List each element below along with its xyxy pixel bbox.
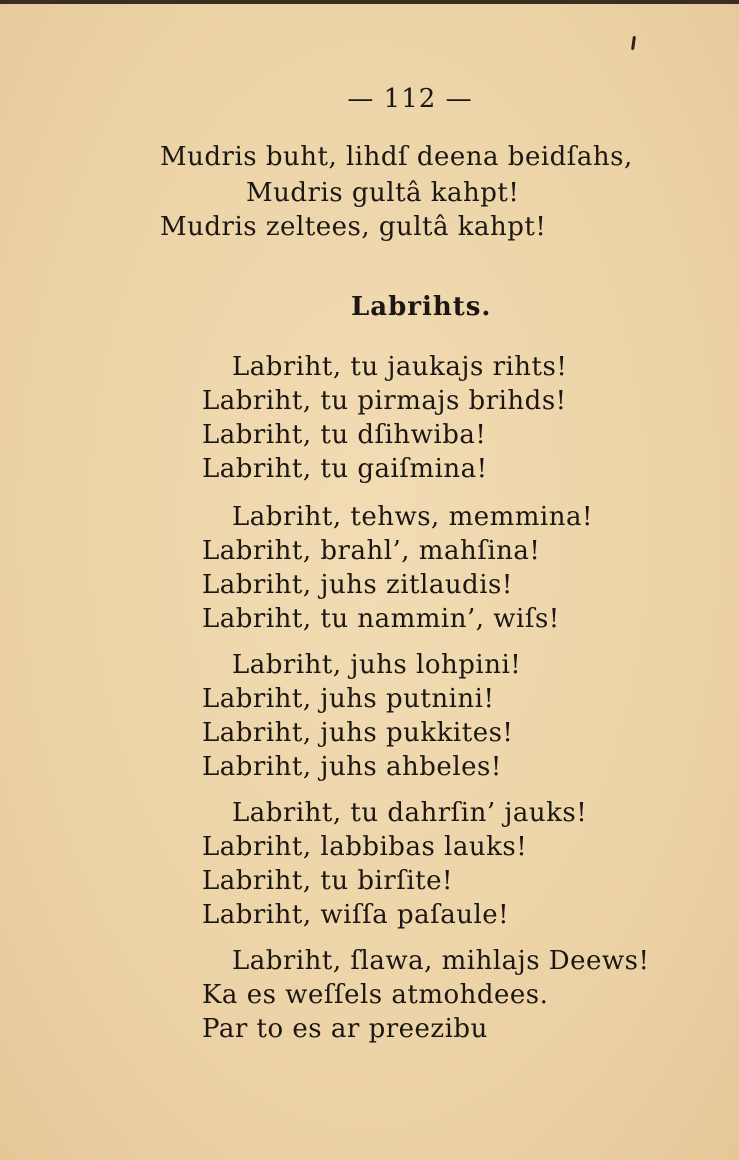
verse-line: Labriht, brahl’, mahſina! <box>202 536 541 566</box>
verse-line: Labriht, tu dſihwiba! <box>202 420 487 450</box>
verse-line: Labriht, juhs zitlaudis! <box>202 570 513 600</box>
intro-line: Mudris gultâ kahpt! <box>246 178 520 208</box>
intro-line: Mudris buht, lihdſ deena beidſahs, <box>160 142 633 172</box>
verse-line: Labriht, juhs pukkites! <box>202 718 514 748</box>
verse-line: Labriht, tu nammin’, wiſs! <box>202 604 560 634</box>
verse-line: Ka es weſſels atmohdees. <box>202 980 549 1010</box>
verse-line: Labriht, tu pirmajs brihds! <box>202 386 567 416</box>
intro-line: Mudris zeltees, gultâ kahpt! <box>160 212 547 242</box>
verse-line: Labriht, juhs ahbeles! <box>202 752 502 782</box>
verse-line: Labriht, juhs putnini! <box>202 684 495 714</box>
verse-line: Labriht, labbibas lauks! <box>202 832 528 862</box>
poem-title: Labrihts. <box>351 292 492 322</box>
verse-line: Labriht, tu birſite! <box>202 866 453 896</box>
verse-line: Labriht, ſlawa, mihlajs Deews! <box>232 946 650 976</box>
verse-line: Labriht, wiſſa paſaule! <box>202 900 510 930</box>
ink-mark <box>631 36 636 50</box>
verse-line: Labriht, tu dahrſin’ jauks! <box>232 798 588 828</box>
page-number: — 112 — <box>347 84 473 114</box>
verse-line: Labriht, juhs lohpini! <box>232 650 522 680</box>
verse-line: Labriht, tu jaukajs rihts! <box>232 352 568 382</box>
verse-line: Par to es ar preezibu <box>202 1014 488 1044</box>
verse-line: Labriht, tehws, memmina! <box>232 502 593 532</box>
page-top-edge <box>0 0 739 4</box>
verse-line: Labriht, tu gaiſmina! <box>202 454 488 484</box>
